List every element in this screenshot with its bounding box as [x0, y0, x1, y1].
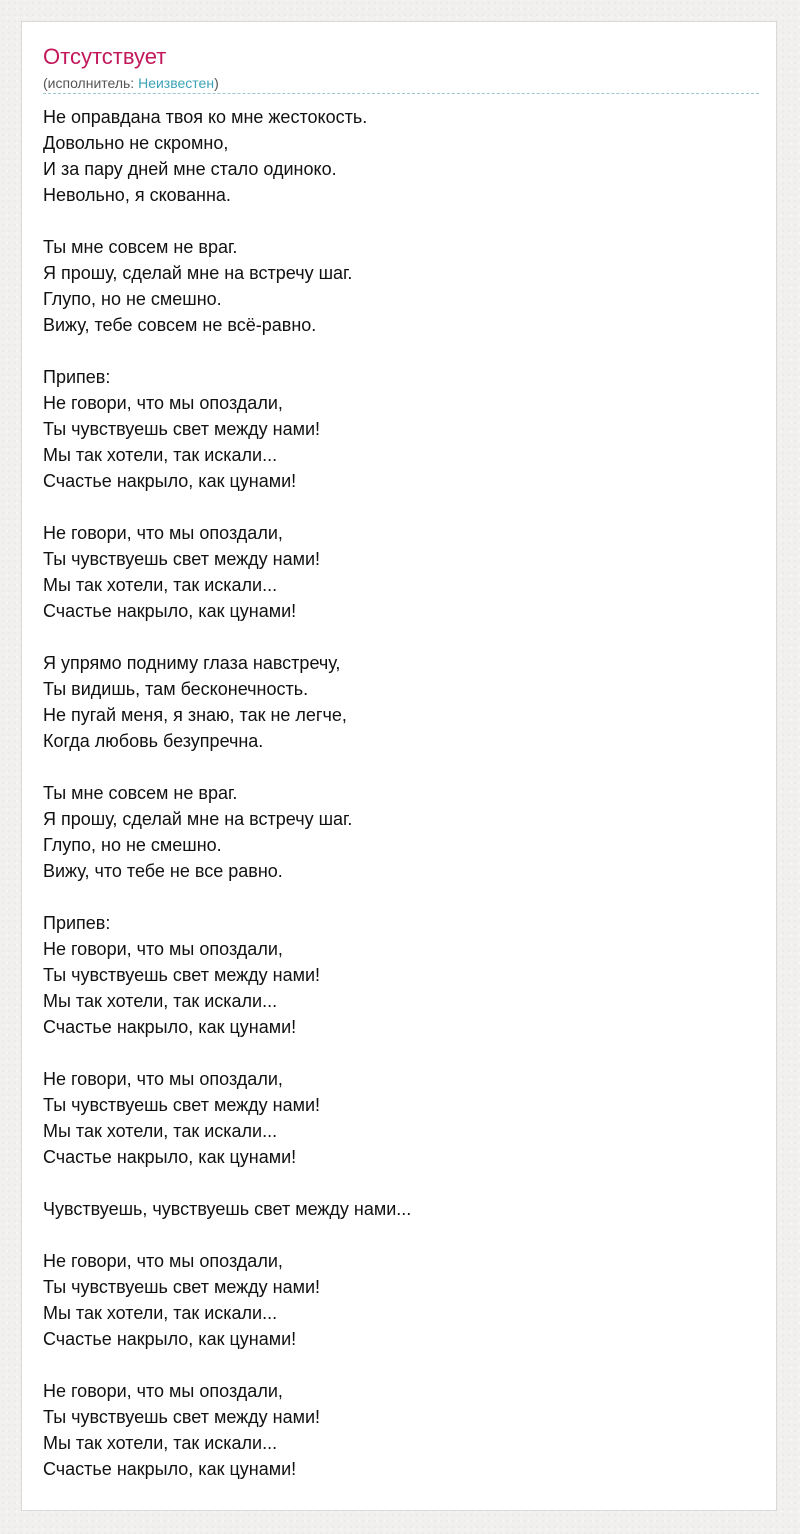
lyric-line: Ты чувствуешь свет между нами! — [43, 965, 321, 985]
lyric-line: Мы так хотели, так искали... — [43, 575, 278, 595]
lyrics-stanza — [43, 520, 759, 624]
lyric-line: Ты чувствуешь свет между нами! — [43, 1277, 321, 1297]
lyric-line: Невольно, я скованна. — [43, 185, 231, 205]
lyric-line: Довольно не скромно, — [43, 133, 229, 153]
lyric-line: Мы так хотели, так искали... — [43, 991, 278, 1011]
lyrics-stanza — [43, 650, 759, 754]
lyrics-stanza — [43, 910, 759, 1040]
lyrics-stanza — [43, 1196, 759, 1222]
lyric-line: Глупо, но не смешно. — [43, 289, 222, 309]
lyric-line: И за пару дней мне стало одиноко. — [43, 159, 337, 179]
artist-suffix: ) — [214, 75, 219, 91]
stanza-gap — [43, 1170, 759, 1196]
lyric-line: Не говори, что мы опоздали, — [43, 939, 283, 959]
lyric-line: Ты мне совсем не враг. — [43, 783, 238, 803]
lyrics-stanza — [43, 364, 759, 494]
lyric-line: Я прошу, сделай мне на встречу шаг. — [43, 263, 353, 283]
lyric-line: Не оправдана твоя ко мне жестокость. — [43, 107, 368, 127]
lyrics-stanza — [43, 104, 759, 208]
lyric-line: Ты мне совсем не враг. — [43, 237, 238, 257]
lyric-line: Ты чувствуешь свет между нами! — [43, 419, 321, 439]
lyric-line: Чувствуешь, чувствуешь свет между нами... — [43, 1199, 412, 1219]
lyric-line: Счастье накрыло, как цунами! — [43, 1017, 297, 1037]
lyric-line: Счастье накрыло, как цунами! — [43, 1147, 297, 1167]
lyric-line: Вижу, тебе совсем не всё-равно. — [43, 315, 317, 335]
stanza-gap — [43, 624, 759, 650]
lyric-line: Вижу, что тебе не все равно. — [43, 861, 283, 881]
artist-prefix: (исполнитель: — [43, 75, 139, 91]
lyric-line: Счастье накрыло, как цунами! — [43, 1459, 297, 1479]
lyric-line: Не говори, что мы опоздали, — [43, 523, 283, 543]
lyric-line: Мы так хотели, так искали... — [43, 1433, 278, 1453]
lyric-line: Ты чувствуешь свет между нами! — [43, 1407, 321, 1427]
lyric-line: Я упрямо подниму глаза навстречу, — [43, 653, 341, 673]
lyrics-stanza — [43, 1066, 759, 1170]
lyric-line: Не пугай меня, я знаю, так не легче, — [43, 705, 347, 725]
lyric-line: Я прошу, сделай мне на встречу шаг. — [43, 809, 353, 829]
stanza-gap — [43, 1040, 759, 1066]
lyric-line: Ты чувствуешь свет между нами! — [43, 1095, 321, 1115]
lyric-line: Мы так хотели, так искали... — [43, 1303, 278, 1323]
lyric-line: Припев: — [43, 367, 111, 387]
artist-line — [43, 74, 219, 92]
lyrics-card — [21, 21, 777, 1511]
lyric-line: Счастье накрыло, как цунами! — [43, 1329, 297, 1349]
lyric-line: Счастье накрыло, как цунами! — [43, 601, 297, 621]
lyrics-stanza — [43, 1378, 759, 1482]
stanza-gap — [43, 338, 759, 364]
lyric-line: Мы так хотели, так искали... — [43, 445, 278, 465]
lyric-line: Когда любовь безупречна. — [43, 731, 264, 751]
song-title: Отсутствует — [43, 44, 167, 69]
lyric-line: Ты видишь, там бесконечность. — [43, 679, 309, 699]
stanza-gap — [43, 494, 759, 520]
lyric-line: Не говори, что мы опоздали, — [43, 1251, 283, 1271]
lyrics-stanza — [43, 1248, 759, 1352]
artist-link[interactable]: Неизвестен — [138, 75, 215, 91]
lyrics-stanza — [43, 780, 759, 884]
lyric-line: Глупо, но не смешно. — [43, 835, 222, 855]
lyrics-body — [43, 104, 759, 1482]
lyric-line: Припев: — [43, 913, 111, 933]
title-divider — [43, 93, 759, 94]
lyrics-stanza — [43, 234, 759, 338]
lyric-line: Не говори, что мы опоздали, — [43, 1381, 283, 1401]
lyric-line: Не говори, что мы опоздали, — [43, 1069, 283, 1089]
lyric-line: Ты чувствуешь свет между нами! — [43, 549, 321, 569]
lyric-line: Мы так хотели, так искали... — [43, 1121, 278, 1141]
lyric-line: Не говори, что мы опоздали, — [43, 393, 283, 413]
stanza-gap — [43, 1352, 759, 1378]
stanza-gap — [43, 1222, 759, 1248]
lyric-line: Счастье накрыло, как цунами! — [43, 471, 297, 491]
stanza-gap — [43, 208, 759, 234]
stanza-gap — [43, 754, 759, 780]
stanza-gap — [43, 884, 759, 910]
